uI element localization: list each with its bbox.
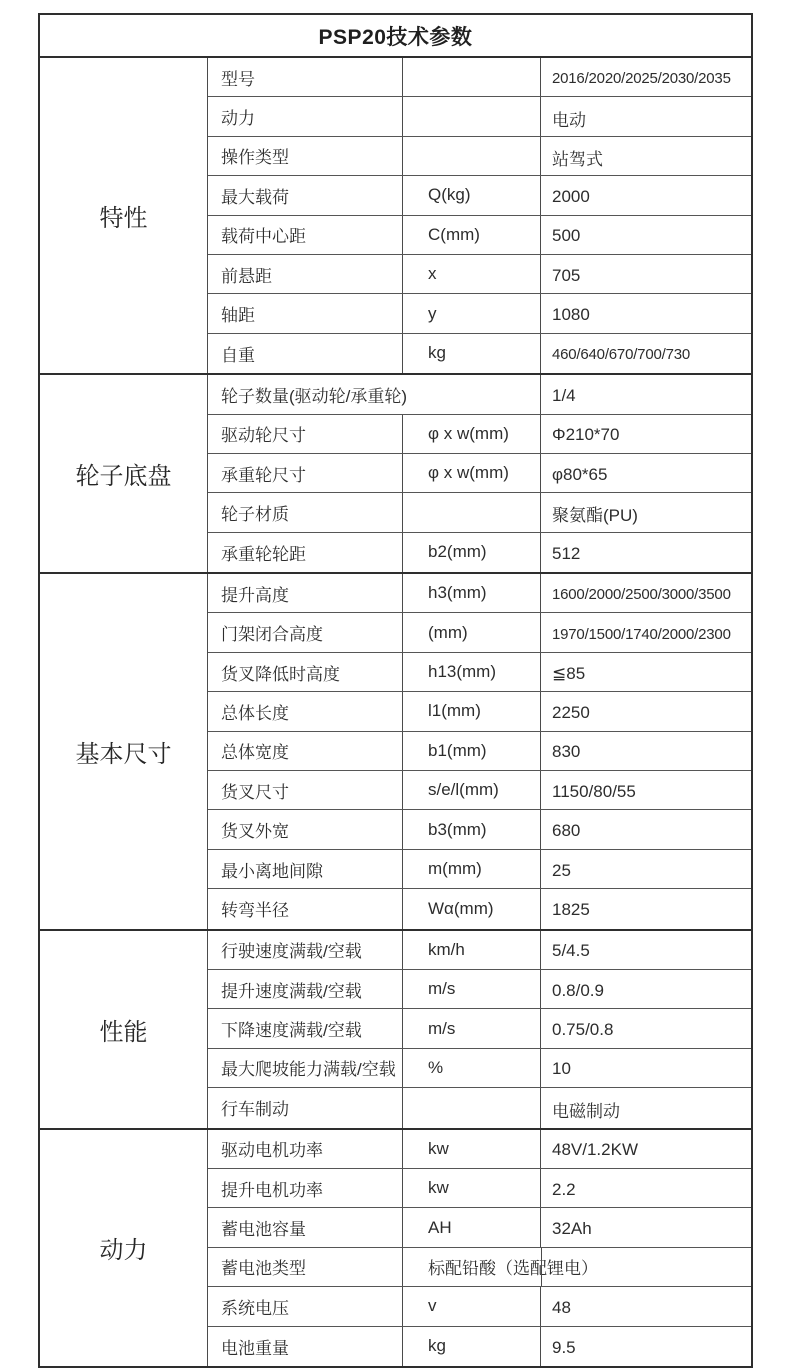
spec-row <box>208 1248 751 1287</box>
section-2 <box>40 574 751 931</box>
spec-row <box>208 1130 751 1169</box>
spec-value: 站驾式 <box>552 149 603 169</box>
spec-label: 操作类型 <box>208 137 403 175</box>
spec-unit: % <box>403 1049 541 1087</box>
spec-label: 下降速度满载/空载 <box>208 1009 403 1047</box>
spec-unit: b2(mm) <box>403 533 541 572</box>
spec-label: 蓄电池类型 <box>208 1248 403 1286</box>
spec-row <box>208 533 751 572</box>
section-rows <box>208 574 751 929</box>
section-label: 性能 <box>40 931 208 1128</box>
spec-value: 2016/2020/2025/2030/2035 <box>552 70 731 88</box>
spec-unit: v <box>403 1287 541 1325</box>
spec-unit: kw <box>403 1169 541 1207</box>
spec-label: 行车制动 <box>208 1088 403 1127</box>
spec-value: 830 <box>552 742 581 762</box>
spec-unit: AH <box>403 1208 541 1246</box>
spec-label: 系统电压 <box>208 1287 403 1325</box>
spec-unit: b1(mm) <box>403 732 541 770</box>
section-label: 特性 <box>40 58 208 373</box>
section-4 <box>40 1130 751 1366</box>
spec-row <box>208 1049 751 1088</box>
spec-unit: kg <box>403 334 541 373</box>
table-title: PSP20技术参数 <box>40 15 751 58</box>
spec-value: Φ210*70 <box>552 425 620 445</box>
spec-row <box>208 58 751 97</box>
spec-value: 705 <box>552 265 581 285</box>
spec-unit: φ x w(mm) <box>403 415 541 453</box>
spec-value: 48V/1.2KW <box>552 1140 638 1160</box>
spec-unit: y <box>403 294 541 332</box>
spec-label: 自重 <box>208 334 403 373</box>
section-1 <box>40 375 751 574</box>
spec-unit: (mm) <box>403 613 541 651</box>
spec-row <box>208 375 751 414</box>
spec-label: 货叉外宽 <box>208 810 403 848</box>
spec-value: 48 <box>552 1297 571 1317</box>
spec-row <box>208 613 751 652</box>
spec-label: 货叉降低时高度 <box>208 653 403 691</box>
spec-label: 承重轮尺寸 <box>208 454 403 492</box>
spec-value: 电动 <box>552 110 586 130</box>
spec-value: 460/640/670/700/730 <box>552 346 691 364</box>
spec-value: 32Ah <box>552 1219 592 1239</box>
spec-row <box>208 415 751 454</box>
spec-row <box>208 97 751 136</box>
spec-label: 提升高度 <box>208 574 403 612</box>
spec-unit <box>403 137 541 175</box>
section-rows <box>208 58 751 373</box>
spec-unit: m/s <box>403 1009 541 1047</box>
spec-value: 2.2 <box>552 1179 576 1199</box>
spec-value: 聚氨酯(PU) <box>552 506 638 526</box>
spec-unit: φ x w(mm) <box>403 454 541 492</box>
spec-value: 512 <box>552 543 581 563</box>
spec-label: 货叉尺寸 <box>208 771 403 809</box>
spec-value: φ80*65 <box>552 464 608 484</box>
spec-unit: 标配铅酸（选配锂电） <box>428 1259 598 1279</box>
spec-unit: Q(kg) <box>403 176 541 214</box>
spec-unit: C(mm) <box>403 216 541 254</box>
spec-value: 0.8/0.9 <box>552 980 604 1000</box>
spec-unit: s/e/l(mm) <box>403 771 541 809</box>
spec-value: 5/4.5 <box>552 941 590 961</box>
spec-label: 蓄电池容量 <box>208 1208 403 1246</box>
section-rows <box>208 375 751 572</box>
spec-label: 轴距 <box>208 294 403 332</box>
spec-label: 提升电机功率 <box>208 1169 403 1207</box>
section-3 <box>40 931 751 1130</box>
spec-value: 2250 <box>552 702 590 722</box>
section-label: 动力 <box>40 1130 208 1366</box>
spec-label: 转弯半径 <box>208 889 403 928</box>
spec-label: 最大爬坡能力满载/空载 <box>208 1049 403 1087</box>
spec-value <box>541 1248 751 1286</box>
section-rows <box>208 931 751 1128</box>
spec-row <box>208 850 751 889</box>
spec-value: 9.5 <box>552 1337 576 1357</box>
spec-row <box>208 574 751 613</box>
spec-label: 承重轮轮距 <box>208 533 403 572</box>
spec-unit <box>403 493 541 531</box>
spec-row <box>208 931 751 970</box>
spec-value: 1/4 <box>552 385 576 405</box>
spec-row <box>208 255 751 294</box>
spec-unit: l1(mm) <box>403 692 541 730</box>
spec-unit: b3(mm) <box>403 810 541 848</box>
spec-value: 25 <box>552 860 571 880</box>
table-body <box>40 58 751 1366</box>
spec-value: 2000 <box>552 186 590 206</box>
spec-row <box>208 1287 751 1326</box>
spec-row <box>208 653 751 692</box>
spec-row <box>208 334 751 373</box>
spec-label: 轮子数量(驱动轮/承重轮) <box>208 375 541 413</box>
section-rows <box>208 1130 751 1366</box>
spec-value: 电磁制动 <box>552 1101 620 1121</box>
spec-row <box>208 970 751 1009</box>
spec-label: 轮子材质 <box>208 493 403 531</box>
spec-label: 型号 <box>208 58 403 96</box>
spec-unit: kg <box>403 1327 541 1366</box>
spec-value: 0.75/0.8 <box>552 1020 614 1040</box>
spec-label: 提升速度满载/空载 <box>208 970 403 1008</box>
spec-unit: x <box>403 255 541 293</box>
spec-unit: km/h <box>403 931 541 969</box>
section-label: 基本尺寸 <box>40 574 208 929</box>
spec-row <box>208 1208 751 1247</box>
spec-label: 驱动电机功率 <box>208 1130 403 1168</box>
spec-label: 前悬距 <box>208 255 403 293</box>
spec-label: 行驶速度满载/空载 <box>208 931 403 969</box>
spec-unit <box>403 97 541 135</box>
spec-row <box>208 1009 751 1048</box>
spec-label: 门架闭合高度 <box>208 613 403 651</box>
spec-unit <box>403 1088 541 1127</box>
spec-row <box>208 454 751 493</box>
spec-row <box>208 1088 751 1127</box>
spec-value: 680 <box>552 821 581 841</box>
spec-row <box>208 771 751 810</box>
spec-label: 驱动轮尺寸 <box>208 415 403 453</box>
spec-row <box>208 137 751 176</box>
spec-row <box>208 1169 751 1208</box>
spec-row <box>208 889 751 928</box>
spec-unit: h13(mm) <box>403 653 541 691</box>
spec-table <box>38 13 753 1368</box>
spec-row <box>208 216 751 255</box>
spec-value: 1150/80/55 <box>552 781 636 801</box>
spec-label: 总体长度 <box>208 692 403 730</box>
spec-unit: kw <box>403 1130 541 1168</box>
spec-value: 1080 <box>552 305 590 325</box>
spec-value: 10 <box>552 1059 571 1079</box>
spec-label: 最小离地间隙 <box>208 850 403 888</box>
spec-label: 电池重量 <box>208 1327 403 1366</box>
spec-unit: Wα(mm) <box>403 889 541 928</box>
spec-value: 1970/1500/1740/2000/2300 <box>552 625 731 643</box>
spec-unit <box>403 58 541 96</box>
section-label: 轮子底盘 <box>40 375 208 572</box>
spec-value: 1825 <box>552 900 590 920</box>
section-0 <box>40 58 751 375</box>
spec-label: 总体宽度 <box>208 732 403 770</box>
spec-label: 动力 <box>208 97 403 135</box>
spec-row <box>208 493 751 532</box>
spec-unit: h3(mm) <box>403 574 541 612</box>
spec-value: 500 <box>552 226 581 246</box>
spec-unit: m/s <box>403 970 541 1008</box>
spec-label: 最大载荷 <box>208 176 403 214</box>
spec-row <box>208 810 751 849</box>
spec-row <box>208 294 751 333</box>
spec-row <box>208 732 751 771</box>
spec-row <box>208 1327 751 1366</box>
spec-row <box>208 692 751 731</box>
spec-value: 1600/2000/2500/3000/3500 <box>552 586 731 604</box>
spec-label: 载荷中心距 <box>208 216 403 254</box>
spec-row <box>208 176 751 215</box>
spec-value: ≦85 <box>552 663 586 683</box>
spec-unit: m(mm) <box>403 850 541 888</box>
